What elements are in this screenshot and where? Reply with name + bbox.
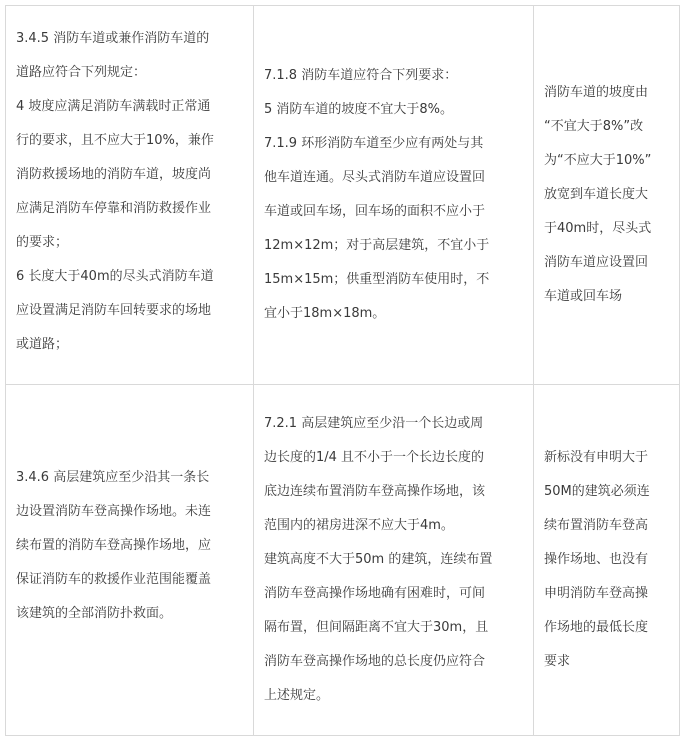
text-line: 放宽到车道长度大 <box>544 187 649 202</box>
text-line: 消防救援场地的消防车道，坡度尚 <box>16 167 212 182</box>
text-line: 消防车道的坡度由 <box>544 85 649 100</box>
text-line: 消防车道应设置回 <box>544 255 649 270</box>
text-line: 道路应符合下列规定： <box>16 65 147 80</box>
text-line: 边长度的1/4 且不小于一个长边长度的 <box>264 450 485 465</box>
text-line: 申明消防车登高操 <box>544 586 649 601</box>
text-line: 7.1.8 消防车道应符合下列要求： <box>264 68 458 83</box>
new-code-cell <box>254 385 534 736</box>
table-row <box>6 6 680 385</box>
old-code-cell <box>6 385 254 736</box>
text-line: 新标没有申明大于 <box>544 450 649 465</box>
text-line: 7.1.9 环形消防车道至少应有两处与其 <box>264 136 484 151</box>
change-note-cell <box>534 6 680 385</box>
text-line: 范围内的裙房进深不应大于4m。 <box>264 518 454 533</box>
text-line: 操作场地、也没有 <box>544 552 649 567</box>
text-line: 建筑高度不大于50m 的建筑，连续布置 <box>264 552 493 567</box>
text-line: 消防车登高操作场地确有困难时，可间 <box>264 586 486 601</box>
text-line: 行的要求，且不应大于10%，兼作 <box>16 133 214 148</box>
new-code-cell <box>254 6 534 385</box>
text-line: 上述规定。 <box>264 688 330 703</box>
table-row <box>6 385 680 736</box>
text-line: 作场地的最低长度 <box>544 620 649 635</box>
text-line: 4 坡度应满足消防车满载时正常通 <box>16 99 211 114</box>
text-line: 保证消防车的救援作业范围能覆盖 <box>16 572 212 587</box>
text-line: 的要求； <box>16 235 69 250</box>
text-line: “不宜大于8%”改 <box>544 119 644 134</box>
change-note-cell <box>534 385 680 736</box>
text-line: 底边连续布置消防车登高操作场地，该 <box>264 484 486 499</box>
text-line: 边设置消防车登高操作场地。未连 <box>16 504 212 519</box>
text-line: 50M的建筑必须连 <box>544 484 650 499</box>
text-line: 应设置满足消防车回转要求的场地 <box>16 303 212 318</box>
old-code-cell <box>6 6 254 385</box>
comparison-table <box>5 5 680 736</box>
text-line: 为“不应大于10%” <box>544 153 652 168</box>
text-line: 12m×12m；对于高层建筑，不宜小于 <box>264 238 490 253</box>
text-line: 3.4.5 消防车道或兼作消防车道的 <box>16 31 210 46</box>
text-line: 车道或回车场，回车场的面积不应小于 <box>264 204 486 219</box>
text-line: 6 长度大于40m的尽头式消防车道 <box>16 269 214 284</box>
text-line: 宜小于18m×18m。 <box>264 306 386 321</box>
text-line: 5 消防车道的坡度不宜大于8%。 <box>264 102 454 117</box>
text-line: 3.4.6 高层建筑应至少沿其一条长 <box>16 470 210 485</box>
text-line: 或道路； <box>16 337 69 352</box>
text-line: 车道或回车场 <box>544 289 623 304</box>
text-line: 续布置的消防车登高操作场地，应 <box>16 538 212 553</box>
text-line: 续布置消防车登高 <box>544 518 649 533</box>
text-line: 15m×15m；供重型消防车使用时，不 <box>264 272 490 287</box>
text-line: 应满足消防车停靠和消防救援作业 <box>16 201 212 216</box>
text-line: 于40m时，尽头式 <box>544 221 652 236</box>
text-line: 该建筑的全部消防扑救面。 <box>16 606 173 621</box>
text-line: 隔布置，但间隔距离不宜大于30m，且 <box>264 620 489 635</box>
text-line: 7.2.1 高层建筑应至少沿一个长边或周 <box>264 416 484 431</box>
text-line: 他车道连通。尽头式消防车道应设置回 <box>264 170 486 185</box>
text-line: 消防车登高操作场地的总长度仍应符合 <box>264 654 486 669</box>
text-line: 要求 <box>544 654 571 669</box>
